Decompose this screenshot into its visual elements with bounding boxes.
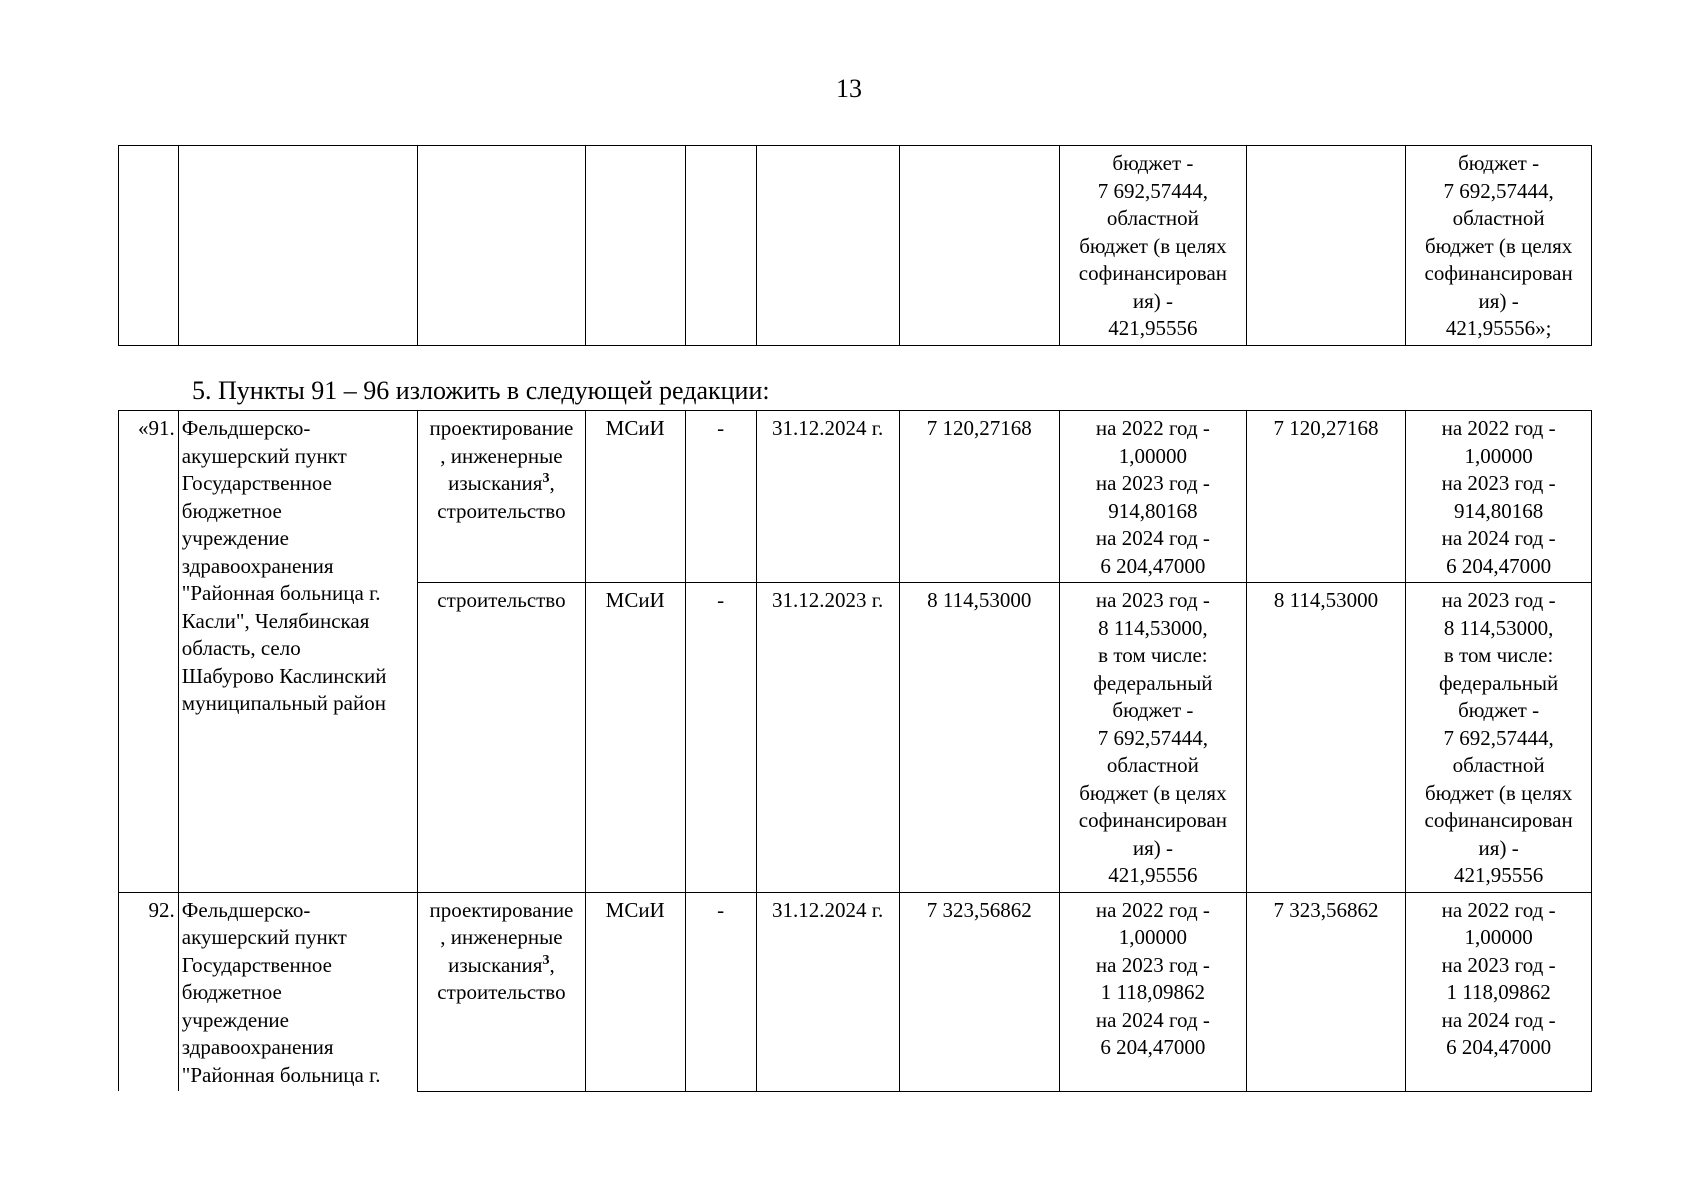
cell-name: Фельдшерско- акушерский пункт Государственное бюджетное учреждение здравоохранения "Районная больница г. Касли", Челябинская область, село Шабурово Каслинский муниципальный район xyxy=(178,411,417,893)
section-heading: 5. Пункты 91 – 96 изложить в следующей редакции: xyxy=(192,376,770,405)
cell-date: 31.12.2024 г. xyxy=(756,411,899,583)
cell-cost xyxy=(899,146,1060,346)
cell-executor: МСиИ xyxy=(585,583,685,893)
cell-financing: на 2022 год - 1,00000 на 2023 год - 1 118,09862 на 2024 год - 6 204,47000 xyxy=(1060,892,1247,1091)
cell-num xyxy=(119,146,179,346)
page-number: 13 xyxy=(836,74,862,103)
cell-cost2: 7 120,27168 xyxy=(1246,411,1405,583)
cell-work: проектирование , инженерные изыскания$^3$, строительство xyxy=(418,892,586,1091)
cell-financing2: бюджет - 7 692,57444, областной бюджет (в целях софинансирован ия) - 421,95556»; xyxy=(1406,146,1592,346)
cell-cost: 8 114,53000 xyxy=(899,583,1060,893)
cell-work: строительство xyxy=(418,583,586,893)
cell-dash xyxy=(685,146,756,346)
cell-dash: - xyxy=(685,892,756,1091)
objects-table xyxy=(118,410,1592,1092)
cell-num: «91. xyxy=(119,411,179,893)
cell-cost: 7 323,56862 xyxy=(899,892,1060,1091)
cell-financing: на 2023 год - 8 114,53000, в том числе: федеральный бюджет - 7 692,57444, областной бюджет (в целях софинансирован ия) - 421,95556 xyxy=(1060,583,1247,893)
cell-name xyxy=(178,146,417,346)
cell-name: Фельдшерско- акушерский пункт Государственное бюджетное учреждение здравоохранения "Районная больница г. xyxy=(178,892,417,1091)
cell-financing2: на 2023 год - 8 114,53000, в том числе: федеральный бюджет - 7 692,57444, областной бюджет (в целях софинансирован ия) - 421,95556 xyxy=(1406,583,1592,893)
cell-work xyxy=(418,146,586,346)
cell-date: 31.12.2024 г. xyxy=(756,892,899,1091)
table-row xyxy=(119,146,1592,346)
footnote-mark: 3 xyxy=(542,952,550,968)
cell-cost2 xyxy=(1246,146,1405,346)
table-row xyxy=(119,892,1592,1091)
cell-num: 92. xyxy=(119,892,179,1091)
cell-dash: - xyxy=(685,583,756,893)
cell-executor: МСиИ xyxy=(585,411,685,583)
cell-work: проектирование , инженерные изыскания$^3$, строительство xyxy=(418,411,586,583)
cell-financing: бюджет - 7 692,57444, областной бюджет (в целях софинансирован ия) - 421,95556 xyxy=(1060,146,1247,346)
footnote-mark: 3 xyxy=(542,471,550,486)
cell-cost2: 8 114,53000 xyxy=(1246,583,1405,893)
cell-date xyxy=(756,146,899,346)
cell-date: 31.12.2023 г. xyxy=(756,583,899,893)
cell-executor xyxy=(585,146,685,346)
cell-executor: МСиИ xyxy=(585,892,685,1091)
continued-table xyxy=(118,145,1592,346)
cell-cost: 7 120,27168 xyxy=(899,411,1060,583)
cell-financing: на 2022 год - 1,00000 на 2023 год - 914,80168 на 2024 год - 6 204,47000 xyxy=(1060,411,1247,583)
cell-financing2: на 2022 год - 1,00000 на 2023 год - 914,80168 на 2024 год - 6 204,47000 xyxy=(1406,411,1592,583)
cell-dash: - xyxy=(685,411,756,583)
cell-cost2: 7 323,56862 xyxy=(1246,892,1405,1091)
table-row xyxy=(119,411,1592,583)
cell-financing2: на 2022 год - 1,00000 на 2023 год - 1 118,09862 на 2024 год - 6 204,47000 xyxy=(1406,892,1592,1091)
